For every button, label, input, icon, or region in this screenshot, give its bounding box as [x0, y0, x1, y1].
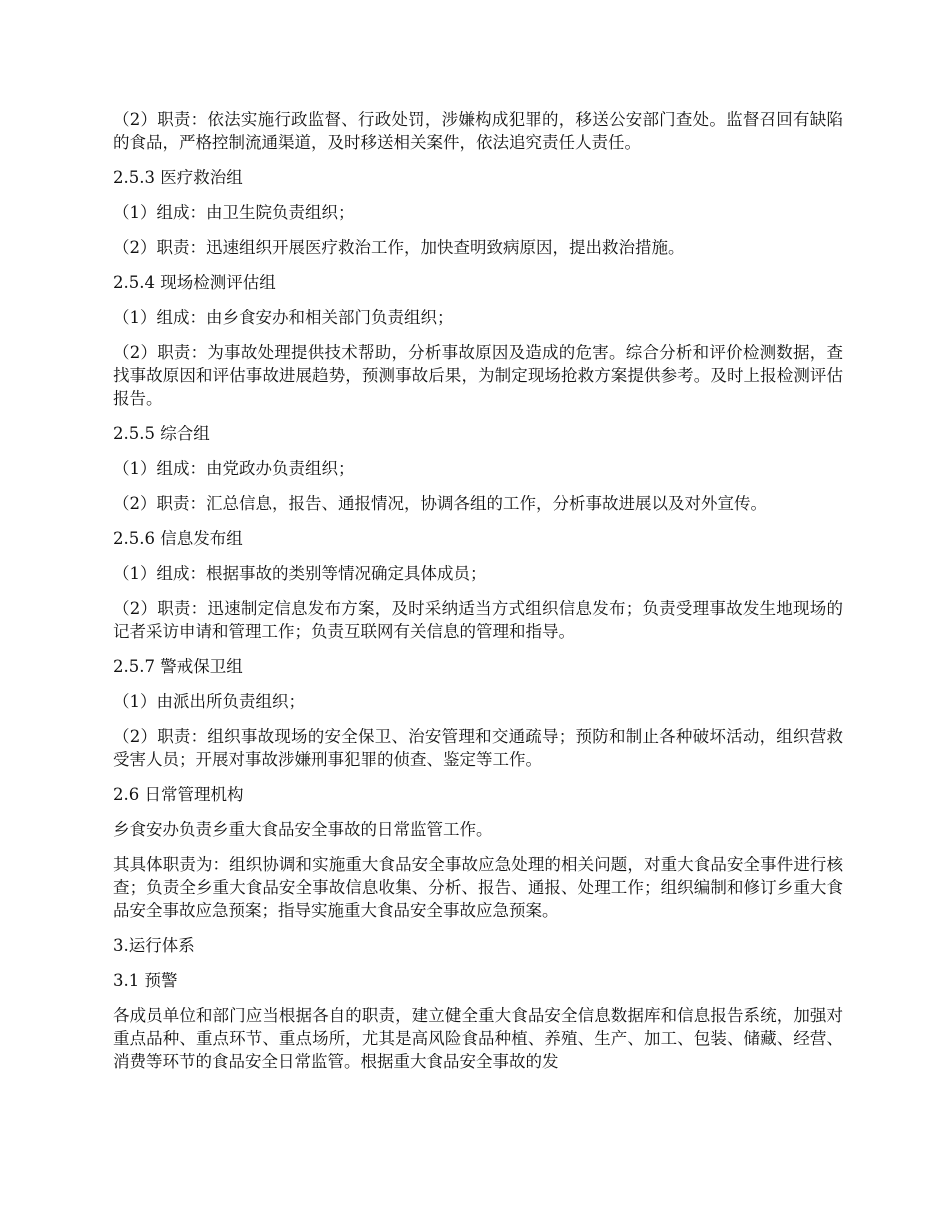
- paragraph: （2）职责：迅速制定信息发布方案，及时采纳适当方式组织信息发布；负责受理事故发生地现场的记者采访申请和管理工作；负责互联网有关信息的管理和指导。: [113, 599, 843, 641]
- paragraph: （1）组成：由党政办负责组织；: [113, 459, 355, 478]
- paragraph: （1）组成：根据事故的类别等情况确定具体成员；: [113, 564, 487, 583]
- section-heading: 2.5.5 综合组: [113, 424, 210, 443]
- paragraph: （2）职责：为事故处理提供技术帮助，分析事故原因及造成的危害。综合分析和评价检测数据，查找事故原因和评估事故进展趋势，预测事故后果，为制定现场抢救方案提供参考。及时上报检测评估报告。: [113, 343, 843, 408]
- section-heading: 2.5.6 信息发布组: [113, 529, 243, 548]
- section-heading: 2.5.4 现场检测评估组: [113, 273, 276, 292]
- paragraph: 各成员单位和部门应当根据各自的职责，建立健全重大食品安全信息数据库和信息报告系统，加强对重点品种、重点环节、重点场所，尤其是高风险食品种植、养殖、生产、加工、包装、储藏、经营、消费等环节的食品安全日常监管。根据重大食品安全事故的发: [113, 1006, 843, 1071]
- paragraph: 乡食安办负责乡重大食品安全事故的日常监管工作。: [113, 820, 493, 839]
- paragraph: （1）组成：由卫生院负责组织；: [113, 203, 355, 222]
- paragraph: （2）职责：依法实施行政监督、行政处罚，涉嫌构成犯罪的，移送公安部门查处。监督召回有缺陷的食品，严格控制流通渠道，及时移送相关案件，依法追究责任人责任。: [113, 110, 843, 152]
- section-heading: 3.运行体系: [113, 936, 195, 955]
- document-page: [113, 108, 843, 1085]
- section-heading: 2.5.3 医疗救治组: [113, 168, 243, 187]
- paragraph: （1）由派出所负责组织；: [113, 692, 305, 711]
- paragraph: （2）职责：汇总信息，报告、通报情况，协调各组的工作，分析事故进展以及对外宣传。: [113, 494, 767, 513]
- paragraph: （2）职责：迅速组织开展医疗救治工作，加快查明致病原因，提出救治措施。: [113, 238, 685, 257]
- section-heading: 3.1 预警: [113, 971, 178, 990]
- paragraph: （1）组成：由乡食安办和相关部门负责组织；: [113, 308, 454, 327]
- paragraph: 其具体职责为：组织协调和实施重大食品安全事故应急处理的相关问题，对重大食品安全事件进行核查；负责全乡重大食品安全事故信息收集、分析、报告、通报、处理工作；组织编制和修订乡重大食品安全事故应急预案；指导实施重大食品安全事故应急预案。: [113, 855, 843, 920]
- section-heading: 2.5.7 警戒保卫组: [113, 657, 243, 676]
- section-heading: 2.6 日常管理机构: [113, 785, 244, 804]
- paragraph: （2）职责：组织事故现场的安全保卫、治安管理和交通疏导；预防和制止各种破坏活动，组织营救受害人员；开展对事故涉嫌刑事犯罪的侦查、鉴定等工作。: [113, 727, 843, 769]
